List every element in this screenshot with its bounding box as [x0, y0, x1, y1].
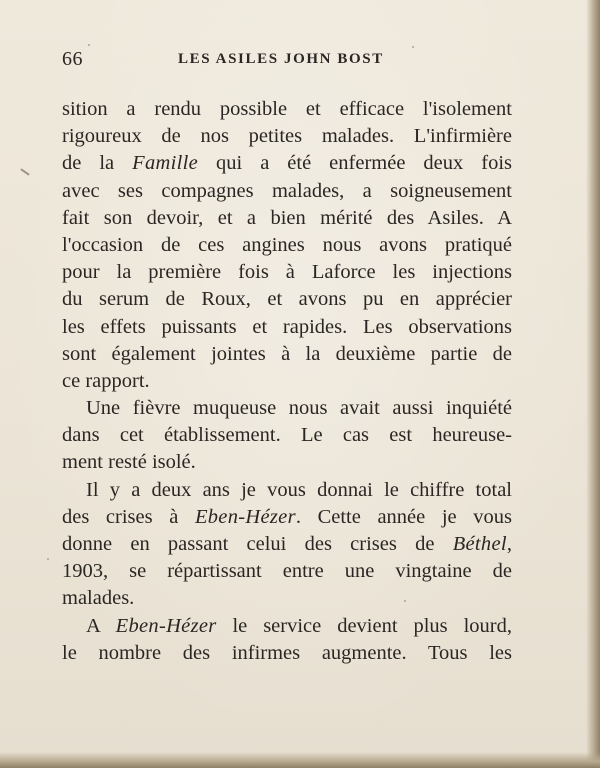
text-run: du serum de Roux, et avons pu en apprécier	[62, 288, 512, 311]
text-line	[62, 613, 512, 640]
page-header	[62, 48, 577, 72]
text-line	[62, 232, 512, 259]
text-line	[62, 640, 512, 667]
text-run: le service devient plus lourd,	[216, 614, 512, 637]
text-line	[62, 449, 512, 476]
text-run: sition a rendu possible et efficace l'isolement	[62, 98, 512, 120]
text-run: avec ses compagnes malades, a soigneusement	[62, 179, 512, 202]
text-line	[62, 123, 512, 150]
text-run: de la	[62, 152, 133, 175]
page-number: 66	[62, 48, 83, 70]
text-line	[62, 341, 512, 368]
page-edge-bottom	[0, 752, 600, 768]
text-run: l'occasion de ces angines nous avons pratiqué	[62, 233, 512, 256]
running-head: LES ASILES JOHN BOST	[178, 51, 384, 67]
text-line	[62, 558, 512, 585]
text-run: donne en passant celui des crises de	[62, 533, 453, 555]
italic-run: Famille	[132, 152, 199, 175]
text-run: rigoureux de nos petites malades. L'infirmière	[62, 125, 512, 148]
text-run: fait son devoir, et a bien mérité des Asiles. A	[62, 206, 512, 229]
italic-run: Eben-Hézer	[194, 505, 296, 528]
text-line	[62, 585, 512, 612]
text-run: A	[86, 614, 116, 637]
text-line	[62, 395, 512, 422]
text-run: ,	[506, 533, 512, 555]
text-run: . Cette année je vous	[295, 505, 512, 528]
margin-pencil-mark	[20, 168, 29, 175]
text-run: ce rapport.	[62, 369, 150, 392]
text-run: sont également jointes à la deuxième partie de	[62, 342, 512, 365]
text-line	[62, 150, 512, 177]
text-run: malades.	[62, 587, 135, 610]
text-line	[62, 205, 512, 232]
paper-speck	[47, 558, 49, 560]
text-line	[62, 504, 512, 531]
text-line	[62, 531, 512, 558]
text-line	[62, 286, 512, 313]
paper-speck	[88, 44, 90, 46]
text-line	[62, 477, 512, 504]
text-line	[62, 314, 512, 341]
text-run: dans cet établissement. Le cas est heureuse-	[62, 424, 512, 447]
page-edge-right	[586, 0, 600, 768]
text-run: 1903, se répartissant entre une vingtaine de	[62, 560, 512, 583]
text-run: des crises à	[62, 505, 195, 528]
text-line	[62, 178, 512, 205]
text-run: le nombre des infirmes augmente. Tous les	[62, 641, 512, 664]
body-text	[62, 96, 512, 667]
text-run: pour la première fois à Laforce les injections	[62, 261, 512, 284]
italic-run: Béthel	[452, 533, 507, 555]
text-run: Il y a deux ans je vous donnai le chiffre total	[86, 478, 512, 501]
text-run: qui a été enfermée deux fois	[198, 152, 512, 175]
text-run: ment resté isolé.	[62, 451, 196, 474]
text-run: les effets puissants et rapides. Les observations	[62, 315, 512, 338]
text-line	[62, 259, 512, 286]
text-line	[62, 96, 512, 123]
italic-run: Eben-Hézer	[115, 614, 217, 637]
text-line	[62, 368, 512, 395]
text-line	[62, 422, 512, 449]
text-run: Une fièvre muqueuse nous avait aussi inquiété	[86, 397, 512, 420]
